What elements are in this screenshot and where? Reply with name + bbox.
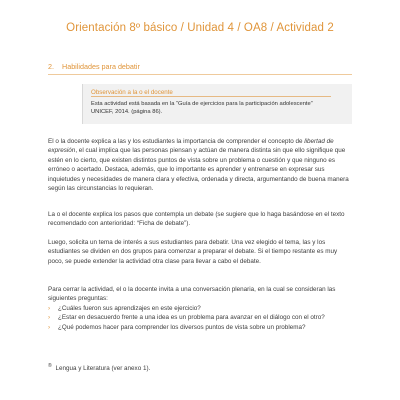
- page-header-title: Orientación 8º básico / Unidad 4 / OA8 / Actividad 2: [66, 22, 334, 34]
- footnote: [48, 363, 150, 372]
- paragraph-pasos-debate: La o el docente explica los pasos que contempla un debate (se sugiere que lo haga basándose en el texto recomendado con anterioridad: “Ficha de debate”).: [48, 211, 345, 228]
- section-heading: [48, 62, 140, 71]
- paragraph-libertad-expresion: El o la docente explica a las y los estudiantes la importancia de comprender el concepto de libertad de expresión, el cual implica que las personas piensan y actúan de manera distinta sin que ello signifique que estén en lo cierto, que existen distintos puntos de vista sobre un problema o cuestión y que ninguno es erróneo o acertado. Destaca, además, que lo importante es aprender y entrenarse en expresar sus inquietudes y necesidades de manera clara y efectiva, ordenada y directa, argumentando de buena manera según las circunstancias lo requieran.: [48, 138, 349, 193]
- footnote-marker: ®: [48, 363, 52, 369]
- footnote-text: Lengua y Literatura (ver anexo 1).: [55, 365, 151, 373]
- observation-line-2: UNICEF, 2014. (página 86).: [91, 109, 163, 116]
- emphasis-text: libertad de expresión: [48, 138, 334, 155]
- section-number: 2.: [48, 62, 54, 71]
- question-text: ¿Qué podemos hacer para comprender los diversos puntos de vista sobre un problema?: [58, 323, 306, 331]
- question-list: [48, 304, 354, 332]
- question-text: ¿Estar en desacuerdo frente a una idea es un problema para avanzar en el diálogo con el otro?: [58, 314, 325, 322]
- list-item: [48, 323, 354, 332]
- section-divider: [48, 74, 352, 75]
- chevron-right-icon: ›: [48, 305, 51, 312]
- observation-text: [91, 100, 313, 116]
- observation-divider: [91, 96, 331, 97]
- section-title: Habilidades para debatir: [62, 62, 140, 71]
- paragraph-cierre: Para cerrar la actividad, el o la docente invita a una conversación plenaria, en la cual se consideran las siguientes preguntas:: [48, 286, 336, 303]
- list-item: [48, 304, 354, 313]
- observation-title: Observación a la o el docente: [91, 89, 173, 96]
- list-item: [48, 313, 354, 322]
- observation-line-1: Esta actividad está basada en la “Guía de ejercicios para la participación adolescente”: [91, 101, 313, 107]
- question-text: ¿Cuáles fueron sus aprendizajes en este ejercicio?: [58, 305, 201, 312]
- chevron-right-icon: ›: [48, 323, 51, 331]
- observation-box: [82, 84, 352, 124]
- paragraph-tema-debate: Luego, solicita un tema de interés a sus estudiantes para debatir. Una vez elegido el tema, las y los estudiantes se dividen en dos grupos para comenzar a preparar el debate. Si el tiempo restante es muy poco, se puede extender la actividad otra clase para llevar a cabo el debate.: [48, 239, 338, 265]
- chevron-right-icon: ›: [48, 314, 51, 322]
